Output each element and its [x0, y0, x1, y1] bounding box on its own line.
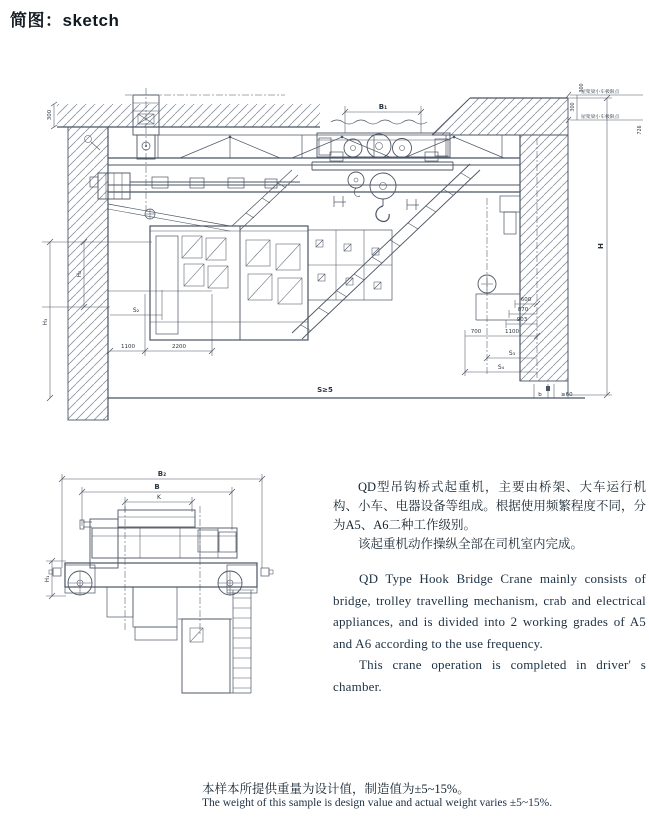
- buffer-stop-left: [334, 196, 346, 207]
- cab-door: [156, 236, 178, 334]
- side-dimensions: [44, 470, 265, 599]
- main-crane-drawing: [40, 78, 645, 428]
- footnote-en: The weight of this sample is design value and actual weight varies ±5~15%.: [202, 797, 553, 809]
- dim-label-1100a: 1100: [121, 344, 135, 350]
- trolley-crab: [312, 120, 453, 170]
- section-break-wave: [331, 120, 427, 124]
- main-hook: [376, 206, 389, 221]
- dim-label-ge60: ≥60: [561, 392, 573, 398]
- dim-label-h: H: [597, 243, 605, 249]
- note-trolley-limit-2: 屋架梁小车极限点: [581, 115, 620, 120]
- footnote-cn: 本样本所提供重量为设计值，制造值为±5~15%。: [202, 782, 470, 796]
- dim-label-b-small: b: [538, 392, 542, 398]
- footnote: [202, 779, 577, 809]
- building-structure: [57, 95, 585, 420]
- description-cn-para1: QD型吊钩桥式起重机，主要由桥架、大车运行机构、小车、电器设备等组成。根据使用频繁程度不同，分为A5、A6二种工作级别。: [333, 480, 646, 532]
- roof-hatch-right: [432, 98, 568, 135]
- dim-label-600: 600: [520, 297, 532, 303]
- right-wall-column: [517, 135, 568, 381]
- buffer-stop-right: [407, 199, 419, 210]
- note-trolley-limit-1: 屋架梁小车极限点: [581, 90, 620, 95]
- side-underslung-boxes: [107, 587, 177, 640]
- side-view-drawing: [40, 462, 325, 707]
- side-trolley: [80, 506, 237, 634]
- dim-label-h2: H₂: [76, 270, 83, 278]
- dim-label-700: 700: [470, 329, 482, 335]
- page-title: 简图：sketch: [10, 11, 120, 30]
- left-wall-column: [68, 127, 108, 420]
- roof-hatch-left: [57, 104, 320, 127]
- dim-label-1100b: 1100: [505, 329, 519, 335]
- dim-label-b: B: [154, 483, 160, 491]
- dim-label-903: 903: [516, 317, 528, 323]
- side-cab-ladder: [178, 590, 254, 693]
- dim-label-h1: H₁: [44, 575, 51, 583]
- right-rail-wheel: [476, 196, 520, 374]
- dim-label-300b: 300: [571, 102, 576, 112]
- drivers-cab: [108, 204, 392, 340]
- dim-label-b1: B₁: [378, 103, 388, 111]
- dim-label-2200: 2200: [172, 344, 186, 350]
- dim-label-h3: H₃: [42, 318, 49, 326]
- dim-label-300a: 300: [47, 109, 53, 121]
- dim-label-b2: B₂: [157, 470, 167, 478]
- dim-label-span: S≥5: [317, 386, 333, 394]
- dim-label-s3: S₃: [508, 350, 516, 357]
- hook-assembly: [334, 172, 419, 221]
- description-en-para2: This crane operation is completed in driver' s chamber.: [333, 657, 646, 694]
- dim-label-300c: 300: [580, 83, 585, 93]
- annex-windows: [316, 240, 381, 289]
- description-cn-para2: 该起重机动作操纵全部在司机室内完成。: [358, 537, 584, 551]
- dim-label-726: 726: [638, 125, 643, 135]
- description-block: [333, 478, 646, 697]
- dim-label-870: 870: [517, 307, 529, 313]
- description-en-para1: QD Type Hook Bridge Crane mainly consists of bridge, trolley travelling mechanism, crab and electrical appliances, and is divided into 2 working grades of A5 and A6 according to the use frequency.: [333, 571, 646, 651]
- access-ladder: [232, 164, 480, 339]
- dim-label-k: K: [157, 494, 161, 501]
- cab-windows: [182, 236, 302, 304]
- dim-label-s2: S₂: [132, 307, 140, 314]
- dim-label-s4: S₄: [497, 364, 505, 371]
